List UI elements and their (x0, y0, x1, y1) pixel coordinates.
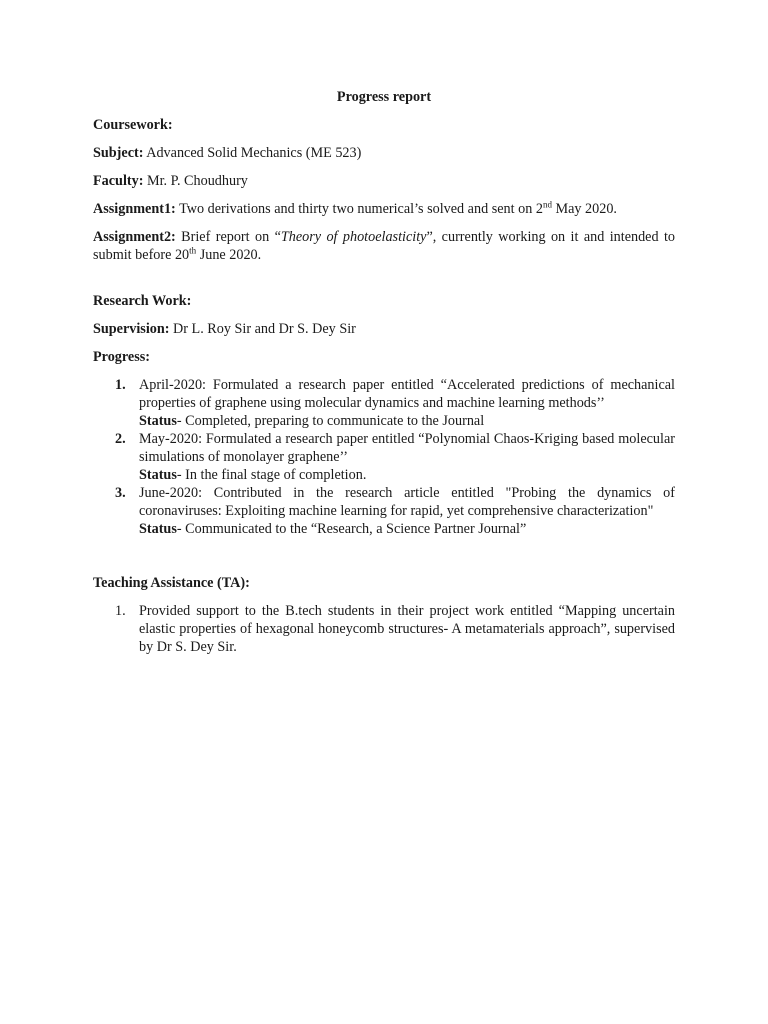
assignment1-line (93, 200, 675, 218)
document-page (93, 88, 675, 656)
status-line (139, 466, 675, 484)
progress-heading: Progress: (93, 349, 150, 365)
status-text: - Communicated to the “Research, a Science Partner Journal” (176, 521, 527, 537)
assignment1-tail: May 2020. (555, 201, 617, 217)
list-item (93, 484, 675, 538)
assignment2-pre: Brief report on “ (181, 229, 281, 245)
list-number: 1. (115, 603, 126, 619)
assignment2-tail: June 2020. (199, 247, 262, 263)
subject-value: Advanced Solid Mechanics (ME 523) (146, 145, 362, 161)
assignment2-mid: ”, currently working on it and intended to submit before 20 (93, 229, 675, 263)
status-text: - In the final stage of completion. (176, 467, 367, 483)
status-label: Status (139, 413, 177, 429)
list-number: 2. (115, 431, 126, 447)
status-line (139, 412, 675, 430)
list-item (93, 376, 675, 430)
list-number: 3. (115, 485, 126, 501)
research-heading: Research Work: (93, 293, 192, 309)
list-item-text: May-2020: Formulated a research paper entitled “Polynomial Chaos-Kriging based molecular simulations of monolayer graphene’’ (139, 431, 675, 465)
spacer (93, 538, 675, 556)
assignment2-sup: th (189, 245, 197, 256)
list-item-text: June-2020: Contributed in the research article entitled "Probing the dynamics of coronaviruses: Exploiting machine learning for rapid, yet comprehensive characterization" (139, 485, 675, 519)
subject-label: Subject: (93, 145, 144, 161)
supervision-label: Supervision: (93, 321, 170, 337)
list-number: 1. (115, 377, 126, 393)
spacer (93, 274, 675, 292)
assignment2-label: Assignment2: (93, 229, 176, 245)
faculty-label: Faculty: (93, 173, 144, 189)
page-title: Progress report (336, 89, 432, 105)
list-item-text: April-2020: Formulated a research paper entitled “Accelerated predictions of mechanical properties of graphene using molecular dynamics and machine learning methods’’ (139, 377, 675, 411)
spacer (93, 556, 675, 574)
subject-line (93, 144, 675, 162)
faculty-value: Mr. P. Choudhury (146, 173, 248, 189)
progress-list (93, 376, 675, 538)
status-label: Status (139, 467, 177, 483)
assignment2-italic: Theory of photoelasticity (280, 229, 427, 245)
coursework-heading: Coursework: (93, 117, 173, 133)
status-label: Status (139, 521, 177, 537)
teaching-list (93, 602, 675, 656)
assignment1-text: Two derivations and thirty two numerical’s solved and sent on 2 (179, 201, 543, 217)
assignment2-line (93, 228, 675, 264)
status-line (139, 520, 675, 538)
supervision-value: Dr L. Roy Sir and Dr S. Dey Sir (173, 321, 356, 337)
supervision-line (93, 320, 675, 338)
assignment1-sup: nd (542, 199, 552, 210)
teaching-heading: Teaching Assistance (TA): (93, 575, 250, 591)
list-item (93, 430, 675, 484)
assignment1-label: Assignment1: (93, 201, 176, 217)
list-item-text: Provided support to the B.tech students in their project work entitled “Mapping uncertain elastic properties of hexagonal honeycomb structures- A metamaterials approach”, supervised by Dr S. Dey Sir. (139, 603, 675, 655)
faculty-line (93, 172, 675, 190)
list-item (93, 602, 675, 656)
status-text: - Completed, preparing to communicate to the Journal (176, 413, 485, 429)
